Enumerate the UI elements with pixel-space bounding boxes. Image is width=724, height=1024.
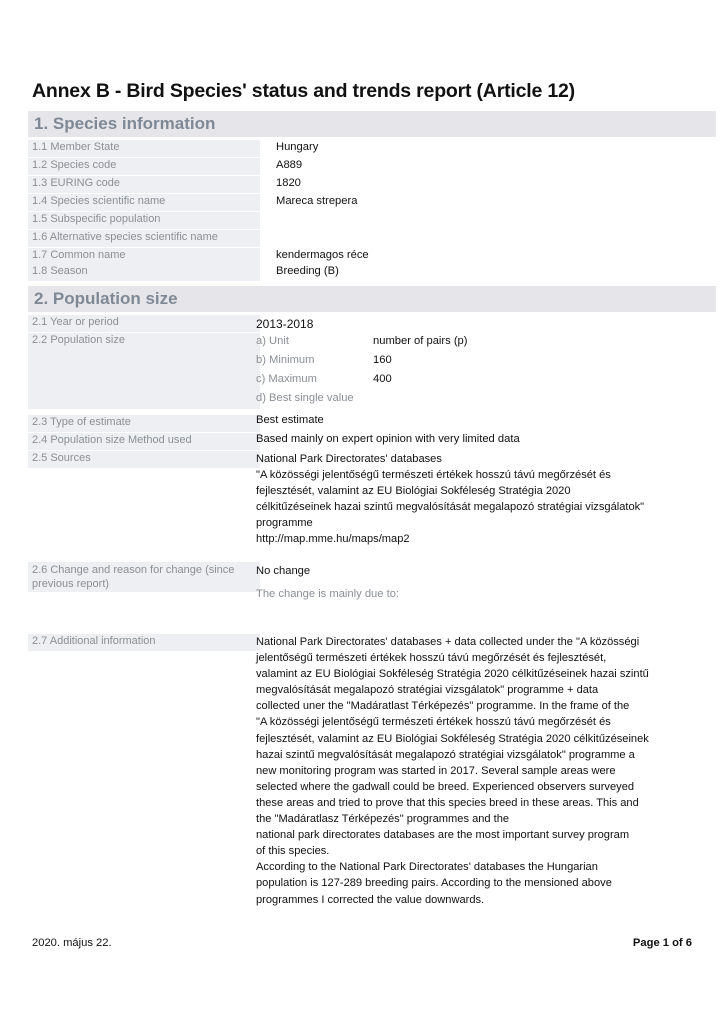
best-single-value-label: d) Best single value: [256, 392, 354, 404]
label-euring-code: 1.3 EURING code: [28, 176, 260, 194]
label-subspecific-population: 1.5 Subspecific population: [28, 212, 260, 230]
section-heading: 2. Population size: [34, 289, 178, 308]
value-method-used: Based mainly on expert opinion with very limited data: [256, 433, 520, 445]
value-member-state: Hungary: [276, 141, 319, 153]
section-species-information: [28, 111, 716, 137]
footer-date: 2020. május 22.: [32, 937, 112, 949]
page-title: Annex B - Bird Species' status and trends report (Article 12): [32, 80, 575, 102]
value-euring-code: 1820: [276, 177, 301, 189]
value-sources: National Park Directorates' databases "A közösségi jelentőségű természeti értékek hosszú távú megőrzését és fejlesztését, valamint az EU Biológiai Sokféleség Stratégia 2020 célkitűzéseinek hazai szintű megvalósítását megalapozó stratégiai vizsgálatok" programme http://map.mme.hu/maps/map2: [256, 453, 645, 546]
label-scientific-name: 1.4 Species scientific name: [28, 194, 260, 212]
maximum-label: c) Maximum: [256, 373, 317, 385]
label-common-name: 1.7 Common name: [28, 248, 260, 266]
value-common-name: kendermagos réce: [276, 249, 369, 261]
unit-label: a) Unit: [256, 335, 289, 347]
unit-value: number of pairs (p): [373, 335, 468, 347]
label-change-reason: 2.6 Change and reason for change (since previous report): [28, 562, 260, 593]
label-type-of-estimate: 2.3 Type of estimate: [28, 415, 260, 433]
label-species-code: 1.2 Species code: [28, 158, 260, 176]
value-scientific-name: Mareca strepera: [276, 195, 358, 207]
label-season: 1.8 Season: [28, 264, 260, 282]
value-species-code: A889: [276, 159, 303, 171]
section-population-size: [28, 286, 716, 312]
footer-page-number: Page 1 of 6: [632, 937, 692, 949]
maximum-value: 400: [373, 373, 392, 385]
label-method-used: 2.4 Population size Method used: [28, 433, 260, 451]
label-population-size: 2.2 Population size: [28, 333, 260, 410]
value-change-reason: The change is mainly due to:: [256, 588, 400, 600]
value-year-period: 2013-2018: [256, 317, 314, 331]
value-type-of-estimate: Best estimate: [256, 414, 324, 426]
minimum-label: b) Minimum: [256, 354, 315, 366]
minimum-value: 160: [373, 354, 392, 366]
label-sources: 2.5 Sources: [28, 451, 260, 469]
label-additional-information: 2.7 Additional information: [28, 634, 260, 652]
section-heading: 1. Species information: [34, 114, 216, 133]
value-season: Breeding (B): [276, 265, 339, 277]
label-member-state: 1.1 Member State: [28, 140, 260, 158]
label-alternative-name: 1.6 Alternative species scientific name: [28, 230, 260, 248]
value-additional-information: National Park Directorates' databases + data collected under the "A közösségi jelentőségű természeti értékek hosszú távú megőrzését és fejlesztését, valamint az EU Biológiai Sokféleség Stratégia 2020 célkitűzéseinek hazai szintű megvalósítását megalapozó stratégiai vizsgálatok" programme + data collected uner the "Madáratlast Térképezés" programme. In the frame of the "A közösségi jelentőségű természeti értékek hosszú távú megőrzését és fejlesztését, valamint az EU Biológiai Sokféleség Stratégia 2020 célkitűzéseinek hazai szintű megvalósítását megalapozó stratégiai vizsgálatok" programme a new monitoring program was started in 2017. Several sample areas were selected where the gadwall could be breed. Experienced observers surveyed these areas and tried to prove that this species breed in these areas. This and the "Madáratlasz Térképezés" programmes and the national park directorates databases are the most important survey program of this species. According to the National Park Directorates' databases the Hungarian population is 127-289 breeding pairs. According to the mensioned above programmes I corrected the value downwards.: [256, 636, 649, 906]
label-year-period: 2.1 Year or period: [28, 315, 260, 333]
value-change: No change: [256, 565, 311, 577]
